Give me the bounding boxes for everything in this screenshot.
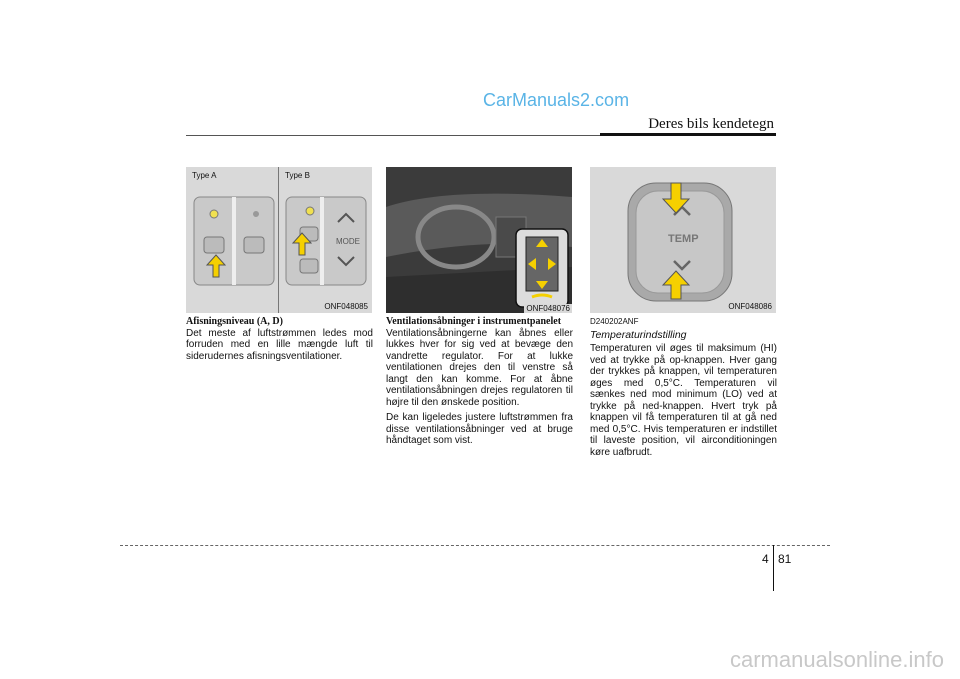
reference-code: D240202ANF [590,317,639,326]
type-a-label: Type A [192,171,217,180]
footer-rule [120,545,830,546]
temperature-heading: Temperaturindstilling [590,328,687,341]
dashboard-illustration [386,167,572,313]
vents-body-2: De kan ligeledes justere luftstrømmen fra disse ventilationsåbninger ved at bruge håndtaget som vist. [386,412,573,446]
page-number: 81 [778,552,792,566]
type-b-label: Type B [285,171,310,180]
chapter-number: 4 [762,552,769,566]
defrost-body: Det meste af luftstrømmen ledes mod forruden med en lille mængde luft til siderudernes afisningsventilationer. [186,327,373,362]
column-vents [386,316,573,451]
figure-temp-switch [590,167,776,313]
watermark-top[interactable]: CarManuals2.com [483,90,630,110]
temperature-body: Temperaturen vil øges til maksimum (HI) ved at trykke på op-knappen. Hver gang der trykkes på knappen, vil temperaturen øges med 0,5°C. Temperaturen vil sænkes ned mod minimum (LO) ved at trykke på ned-knappen. Hvert tryk på knappen vil få temperaturen til at gå ned med 0,5°C. Hvis temperaturen er indstillet til laveste position, vil airconditioningen køre uafbrudt. [590,343,777,458]
figure-code: ONF048085 [324,302,368,311]
temp-label: TEMP [668,233,699,245]
figure-dashboard-vents [386,167,572,313]
figure-defrost-buttons [186,167,372,313]
vents-heading: Ventilationsåbninger i instrumentpanelet [386,316,562,327]
vents-body-1: Ventilationsåbningerne kan åbnes eller lukkes hver for sig ved at bevæge den vandrette regulator. For at lukke ventilationen drejes den til venstre så langt den kan komme. For at åbne ventilationsåbningen drejes regulatoren til højre til den ønskede position. [386,327,573,408]
column-defrost [186,316,373,366]
section-title: Deres bils kendetegn [648,116,774,132]
figure-code: ONF048086 [728,302,772,311]
defrost-heading: Afisningsniveau (A, D) [186,316,283,327]
watermark-bottom[interactable]: carmanualsonline.info [729,647,944,672]
footer-divider [773,545,774,591]
column-temperature [590,316,777,462]
header-rule-accent [600,133,776,136]
figure-code: ONF048076 [526,304,570,313]
mode-label: MODE [336,237,360,246]
